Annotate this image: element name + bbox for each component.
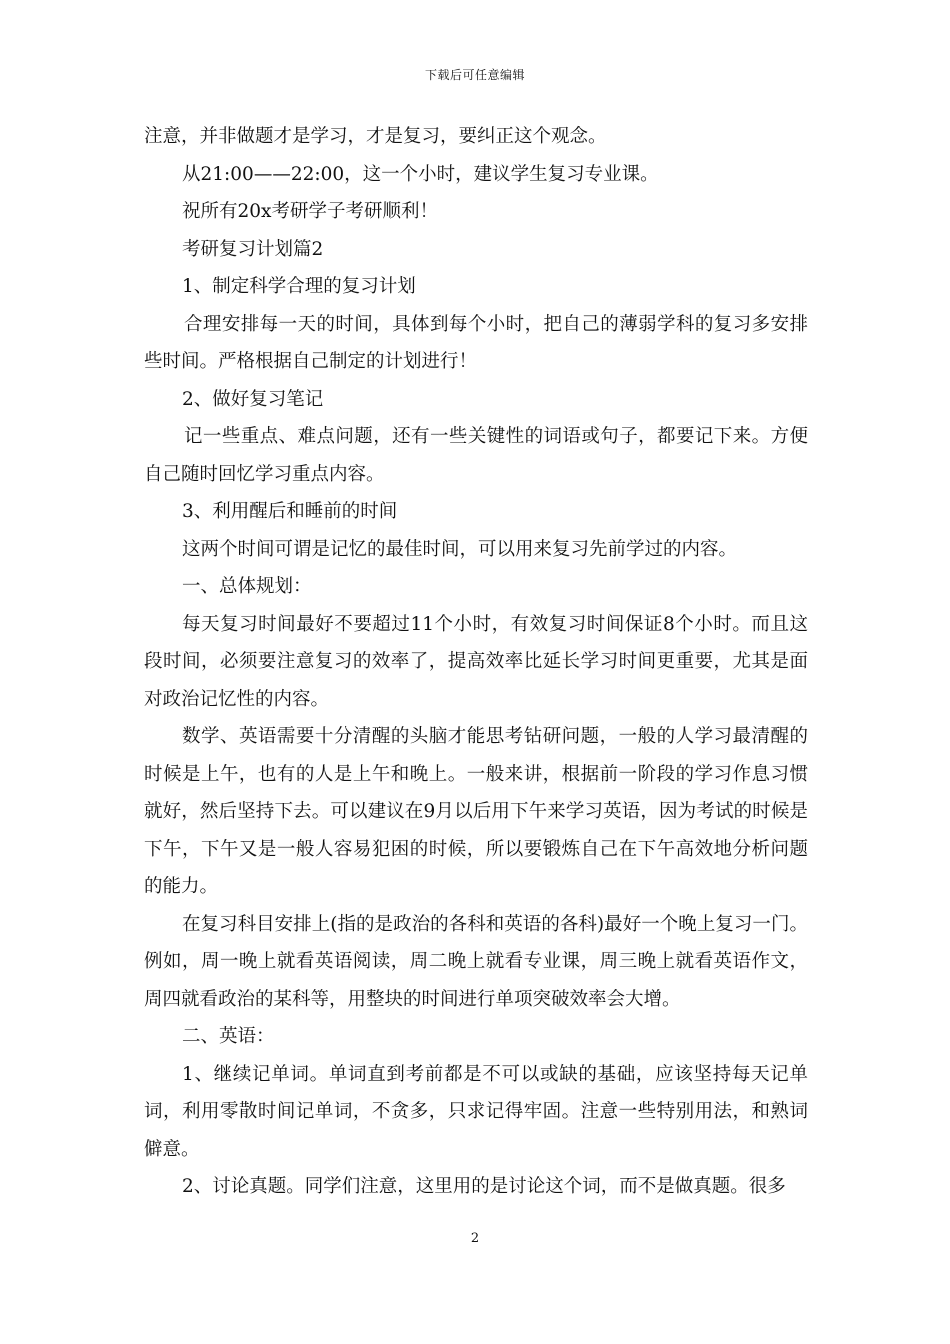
paragraph: 记一些重点、难点问题，还有一些关键性的词语或句子，都要记下来。方便自己随时回忆学习重点内容。 [144, 426, 808, 485]
paragraph: 祝所有20x考研学子考研顺利！ [182, 201, 438, 222]
section-heading: 二、英语： [182, 1026, 275, 1047]
page-number: 2 [470, 1231, 480, 1246]
paragraph: 1、继续记单词。单词直到考前都是不可以或缺的基础，应该坚持每天记单词，利用零散时间记单词，不贪多，只求记得牢固。注意一些特别用法，和熟词僻意。 [144, 1063, 808, 1160]
paragraph: 在复习科目安排上(指的是政治的各科和英语的各科)最好一个晚上复习一门。例如，周一晚上就看英语阅读，周二晚上就看专业课，周三晚上就看英语作文，周四就看政治的某科等，用整块的时间进行单项突破效率会大增。 [144, 913, 808, 1010]
section-heading: 一、总体规划： [182, 576, 312, 597]
list-heading: 1、制定科学合理的复习计划 [182, 276, 416, 297]
list-heading: 2、做好复习笔记 [182, 388, 324, 410]
body-text [144, 118, 808, 1206]
paragraph: 2、讨论真题。同学们注意，这里用的是讨论这个词，而不是做真题。很多 [182, 1176, 786, 1197]
paragraph: 注意，并非做题才是学习，才是复习，要纠正这个观念。 [144, 126, 607, 147]
paragraph: 合理安排每一天的时间，具体到每个小时，把自己的薄弱学科的复习多安排些时间。严格根据自己制定的计划进行！ [144, 313, 808, 372]
paragraph: 这两个时间可谓是记忆的最佳时间，可以用来复习先前学过的内容。 [182, 538, 738, 560]
list-heading: 3、利用醒后和睡前的时间 [182, 501, 398, 522]
header-note: 下载后可任意编辑 [424, 68, 525, 82]
paragraph: 从21:00——22:00，这一个小时，建议学生复习专业课。 [182, 163, 659, 185]
section-heading: 考研复习计划篇2 [182, 238, 324, 260]
paragraph: 每天复习时间最好不要超过11个小时，有效复习时间保证8个小时。而且这段时间，必须要注意复习的效率了，提高效率比延长学习时间更重要，尤其是面对政治记忆性的内容。 [144, 613, 808, 710]
paragraph: 数学、英语需要十分清醒的头脑才能思考钻研问题，一般的人学习最清醒的时候是上午，也有的人是上午和晚上。一般来讲，根据前一阶段的学习作息习惯就好，然后坚持下去。可以建议在9月以后用下午来学习英语，因为考试的时候是下午，下午又是一般人容易犯困的时候，所以要锻炼自己在下午高效地分析问题的能力。 [144, 726, 808, 897]
